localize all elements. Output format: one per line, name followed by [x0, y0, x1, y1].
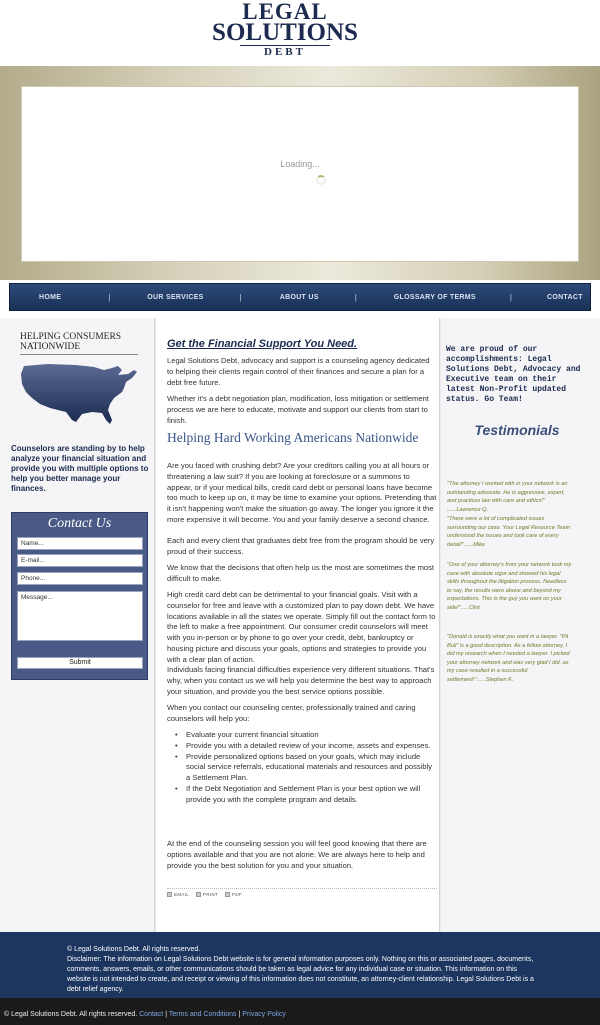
footer-link-terms[interactable]: Terms and Conditions [168, 1011, 237, 1018]
list-item: • Provide you with a detailed review of your income, assets and expenses. [175, 741, 437, 752]
slideshow-frame [21, 86, 579, 262]
main-nav [9, 283, 591, 311]
us-map-icon [18, 358, 140, 433]
name-field[interactable]: Name... [17, 537, 143, 550]
footer-text [67, 945, 537, 995]
page-actions [167, 888, 437, 896]
print-icon [196, 892, 201, 897]
accomplishments-text: We are proud of our accomplishments: Legal Solutions Debt, Advocacy and Executive team on their latest Non-Profit updated status. Go Team! [446, 345, 581, 404]
footer-disclaimer: Disclaimer: The information on Legal Solutions Debt website is for general information purposes only. Nothing on this or associated pages, documents, comments, answers, emails, or other communications should be taken as legal advice for any individual case or situation. This information on this website is not intended to create, and receipt or viewing of this information does not constitute, an attorney-client relationship. Legal Solutions Debt is a debt relief agency. [67, 956, 534, 993]
logo-line-3: DEBT [240, 45, 330, 58]
submit-button[interactable]: Submit [17, 657, 143, 669]
testimonial: "Donald is exactly what you want in a lawyer. "Pit Bull" is a good description. As a fellow attorney, I did my research when I needed a lawyer. I picked your attorney network and was very glad I did, as my case resulted in a successful settlement!"......Stephen K. [447, 634, 570, 683]
paragraph-2: Each and every client that graduates debt free from the program should be very proud of their success. [167, 536, 435, 556]
phone-field[interactable]: Phone... [17, 572, 143, 585]
paragraph-1: Are you faced with crushing debt? Are your creditors calling you at all hours or threatening a law suit? If you are looking at foreclosure or a summons to appear, or if your medical bills, credit card debt or personal loans have become too much to keep up on, it may be time to examine your options. Pretending that it isn't happening won't make the situation go away. The longer you ignore it the more expensive it will become. You and your family deserve a second chance. [167, 461, 437, 524]
footer-link-separator: | [165, 1011, 168, 1018]
nav-home[interactable]: HOME [39, 293, 62, 301]
testimonials-heading: Testimonials [474, 422, 560, 438]
paragraph-5: Individuals facing financial difficulties experience very different situations. That's why, when you contact us we will help you determine the best way to approach your situation, and provide you the best service options possible. [167, 665, 435, 696]
divider [20, 354, 138, 355]
logo-line-2: SOLUTIONS [212, 19, 358, 46]
counselors-text: Counselors are standing by to help analyze your financial situation and provide you with multiple options to help you better manage your finances. [11, 444, 149, 493]
logo-line-1: LEGAL [242, 0, 328, 24]
paragraph-7: At the end of the counseling session you will feel good knowing that there are options available and that you are not alone. We are always here to help and provide you the best solution for you and your situation. [167, 839, 427, 870]
nav-separator: | [509, 292, 512, 302]
nav-glossary[interactable]: GLOSSARY OF TERMS [393, 293, 476, 301]
print-label: PRINT [203, 891, 219, 897]
email-button[interactable] [167, 892, 189, 896]
contact-form [11, 512, 148, 680]
email-label: EMAIL [174, 891, 190, 897]
testimonial: "One of your attorney's from your network took my case with absolute vigor and showed his legal skills throughout the litigation process. Needless to say, the results were above and beyond my expectations. This is the guy you want on your side!".....Clint [447, 562, 572, 611]
logo[interactable] [210, 2, 360, 60]
services-list [175, 730, 437, 806]
footer-link-contact[interactable]: Contact [139, 1011, 164, 1018]
footer-link-separator: | [238, 1011, 241, 1018]
helping-line-2: NATIONWIDE [20, 342, 81, 352]
email-field[interactable]: E-mail... [17, 554, 143, 567]
list-item: • Provide personalized options based on your goals, which may include social service referrals, educational materials and resources and possibly a Settlement Plan. [175, 752, 437, 784]
sub-heading: Helping Hard Working Americans Nationwide [167, 430, 419, 445]
email-icon [167, 892, 172, 897]
nav-contact[interactable]: CONTACT [546, 293, 583, 301]
header [0, 0, 600, 66]
intro-paragraph-2: Whether it's a debt negotiation plan, modification, loss mitigation or settlement process we are here to educate, motivate and support our clients from start to finish. [167, 394, 429, 425]
paragraph-6: When you contact our counseling center, professionally trained and caring counselors will help you: [167, 703, 416, 723]
intro-paragraph-1: Legal Solutions Debt, advocacy and support is a counseling agency dedicated to helping their clients regain control of their finances and secure a plan for a debt free future. [167, 356, 430, 387]
pdf-button[interactable] [225, 892, 242, 896]
loading-spinner-icon [316, 175, 326, 185]
paragraph-4: High credit card debt can be detrimental to your financial goals. Visit with a counselor for free and leave with a customized plan to pay down debt. We have locations available in all the states we operate. Simply fill out the contact form to the left to make a free appointment. Our consumer credit counselors will meet with you in-person or by phone to go over your credit, debt, bankruptcy or housing picture and discuss your goals, options and strategies to provide you with a clear plan of action. [167, 590, 436, 664]
list-item: • Evaluate your current financial situation [175, 730, 437, 741]
helping-line-1: HELPING CONSUMERS [20, 332, 122, 342]
nav-our-services[interactable]: OUR SERVICES [147, 293, 204, 301]
message-field[interactable]: Message... [17, 591, 143, 641]
nav-separator: | [239, 292, 242, 302]
nav-wrapper [0, 280, 600, 318]
footer-copyright: © Legal Solutions Debt. All rights reserved. [67, 946, 201, 953]
loading-text: Loading... [280, 159, 320, 169]
right-sidebar [441, 318, 600, 932]
nav-separator: | [108, 292, 111, 302]
list-item: • If the Debt Negotiation and Settlement Plan is your best option we will provide you with the complete program and details. [175, 784, 437, 806]
bottom-bar-text [4, 1011, 286, 1018]
pdf-label: PDF [232, 891, 242, 897]
contact-form-title: Contact Us [47, 516, 112, 531]
nav-about-us[interactable]: ABOUT US [279, 293, 319, 301]
testimonial: "There were a lot of complicated issues surrounding our case. Your Legal Resource Team understood the issues and took care of every detail!"......Mike [447, 516, 571, 548]
testimonial: "The attorney I worked with in your network is an outstanding advocate. He is aggressive, expert, and practices law with care and ethics!" ......Lawrence Q. [447, 481, 568, 513]
helping-consumers-heading [20, 332, 140, 352]
banner [0, 66, 600, 280]
pdf-icon [225, 892, 230, 897]
nav-separator: | [354, 292, 357, 302]
main-heading: Get the Financial Support You Need. [167, 338, 358, 350]
footer-link-privacy[interactable]: Privacy Policy [242, 1011, 286, 1018]
bottom-copyright: © Legal Solutions Debt. All rights reserved. [4, 1011, 138, 1018]
print-button[interactable] [196, 892, 218, 896]
paragraph-3: We know that the decisions that often help us the most are sometimes the most difficult to make. [167, 563, 435, 583]
